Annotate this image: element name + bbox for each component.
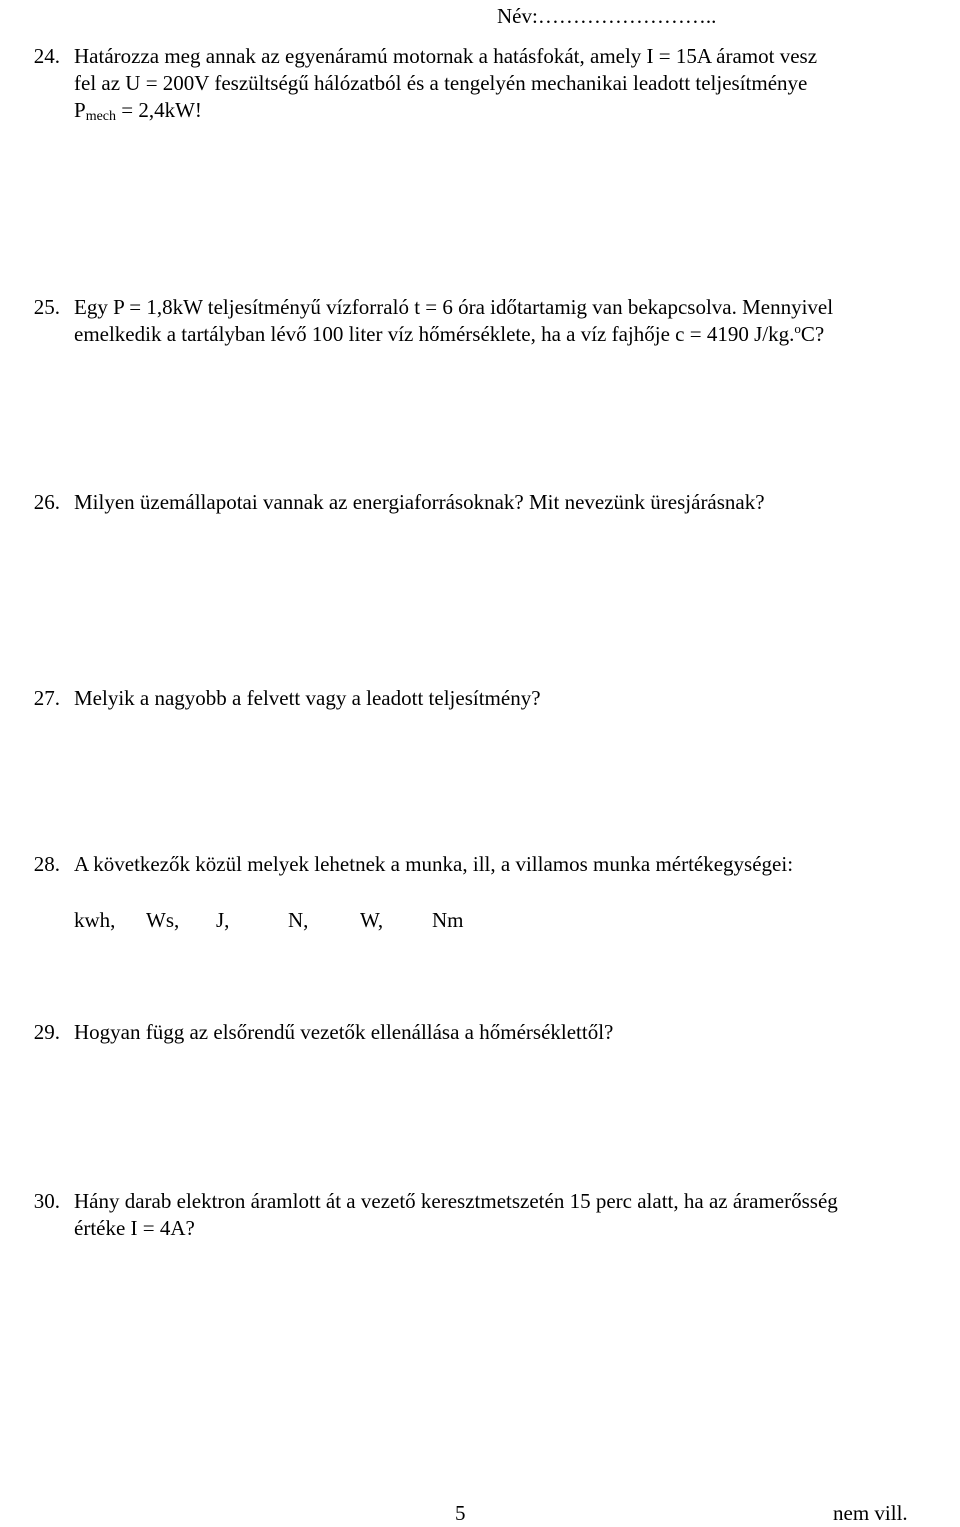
question-number: 28. [33, 852, 60, 876]
question-line: Egy P = 1,8kW teljesítményű vízforraló t = 6 óra időtartamig van bekapcsolva. Mennyivel [74, 295, 834, 319]
degree-superscript: o [794, 321, 801, 336]
question-number: 25. [33, 295, 60, 319]
question-line: emelkedik a tartályban lévő 100 liter víz hőmérséklete, ha a víz fajhője c = 4190 J/kg. [74, 322, 795, 346]
question-line: fel az U = 200V feszültségű hálózatból és a tengelyén mechanikai leadott teljesítménye [74, 71, 808, 95]
question-text [74, 1019, 960, 1046]
question-line: Melyik a nagyobb a felvett vagy a leadott teljesítmény? [74, 686, 541, 710]
unit-option: W, [360, 908, 384, 932]
unit-option: N, [288, 908, 309, 932]
unit-option: Nm [432, 908, 464, 932]
footer-label: nem vill. [833, 1501, 908, 1525]
question-line: értéke I = 4A? [74, 1216, 195, 1240]
question-number: 29. [33, 1020, 60, 1044]
question-text [74, 294, 960, 348]
unit-option: Ws, [146, 908, 180, 932]
formula-symbol: P [74, 98, 86, 122]
question-line: Milyen üzemállapotai vannak az energiaforrásoknak? Mit nevezünk üresjárásnak? [74, 490, 765, 514]
unit-options-row [74, 907, 574, 934]
question-line-with-unit [74, 321, 960, 348]
question-number: 24. [33, 44, 60, 68]
question-line: A következők közül melyek lehetnek a munka, ill, a villamos munka mértékegységei: [74, 852, 794, 876]
formula-line [74, 97, 960, 124]
question-text [74, 851, 960, 878]
formula-rest: = 2,4kW! [116, 98, 202, 122]
question-text [74, 489, 960, 516]
question-line: Hány darab elektron áramlott át a vezető keresztmetszetén 15 perc alatt, ha az áramerősség [74, 1189, 838, 1213]
question-line: Hogyan függ az elsőrendű vezetők ellenállása a hőmérséklettől? [74, 1020, 614, 1044]
student-name-field: Név:…………………….. [497, 4, 717, 28]
question-number: 30. [33, 1189, 60, 1213]
page-number: 5 [455, 1501, 466, 1525]
formula-subscript: mech [85, 109, 117, 124]
question-number: 26. [33, 490, 60, 514]
question-text [74, 685, 960, 712]
question-text [74, 43, 960, 124]
question-text [74, 1188, 960, 1242]
unit-option: J, [216, 908, 230, 932]
question-line: Határozza meg annak az egyenáramú motornak a hatásfokát, amely I = 15A áramot vesz [74, 44, 818, 68]
question-number: 27. [33, 686, 60, 710]
degree-unit: C? [800, 322, 825, 346]
unit-option: kwh, [74, 908, 116, 932]
